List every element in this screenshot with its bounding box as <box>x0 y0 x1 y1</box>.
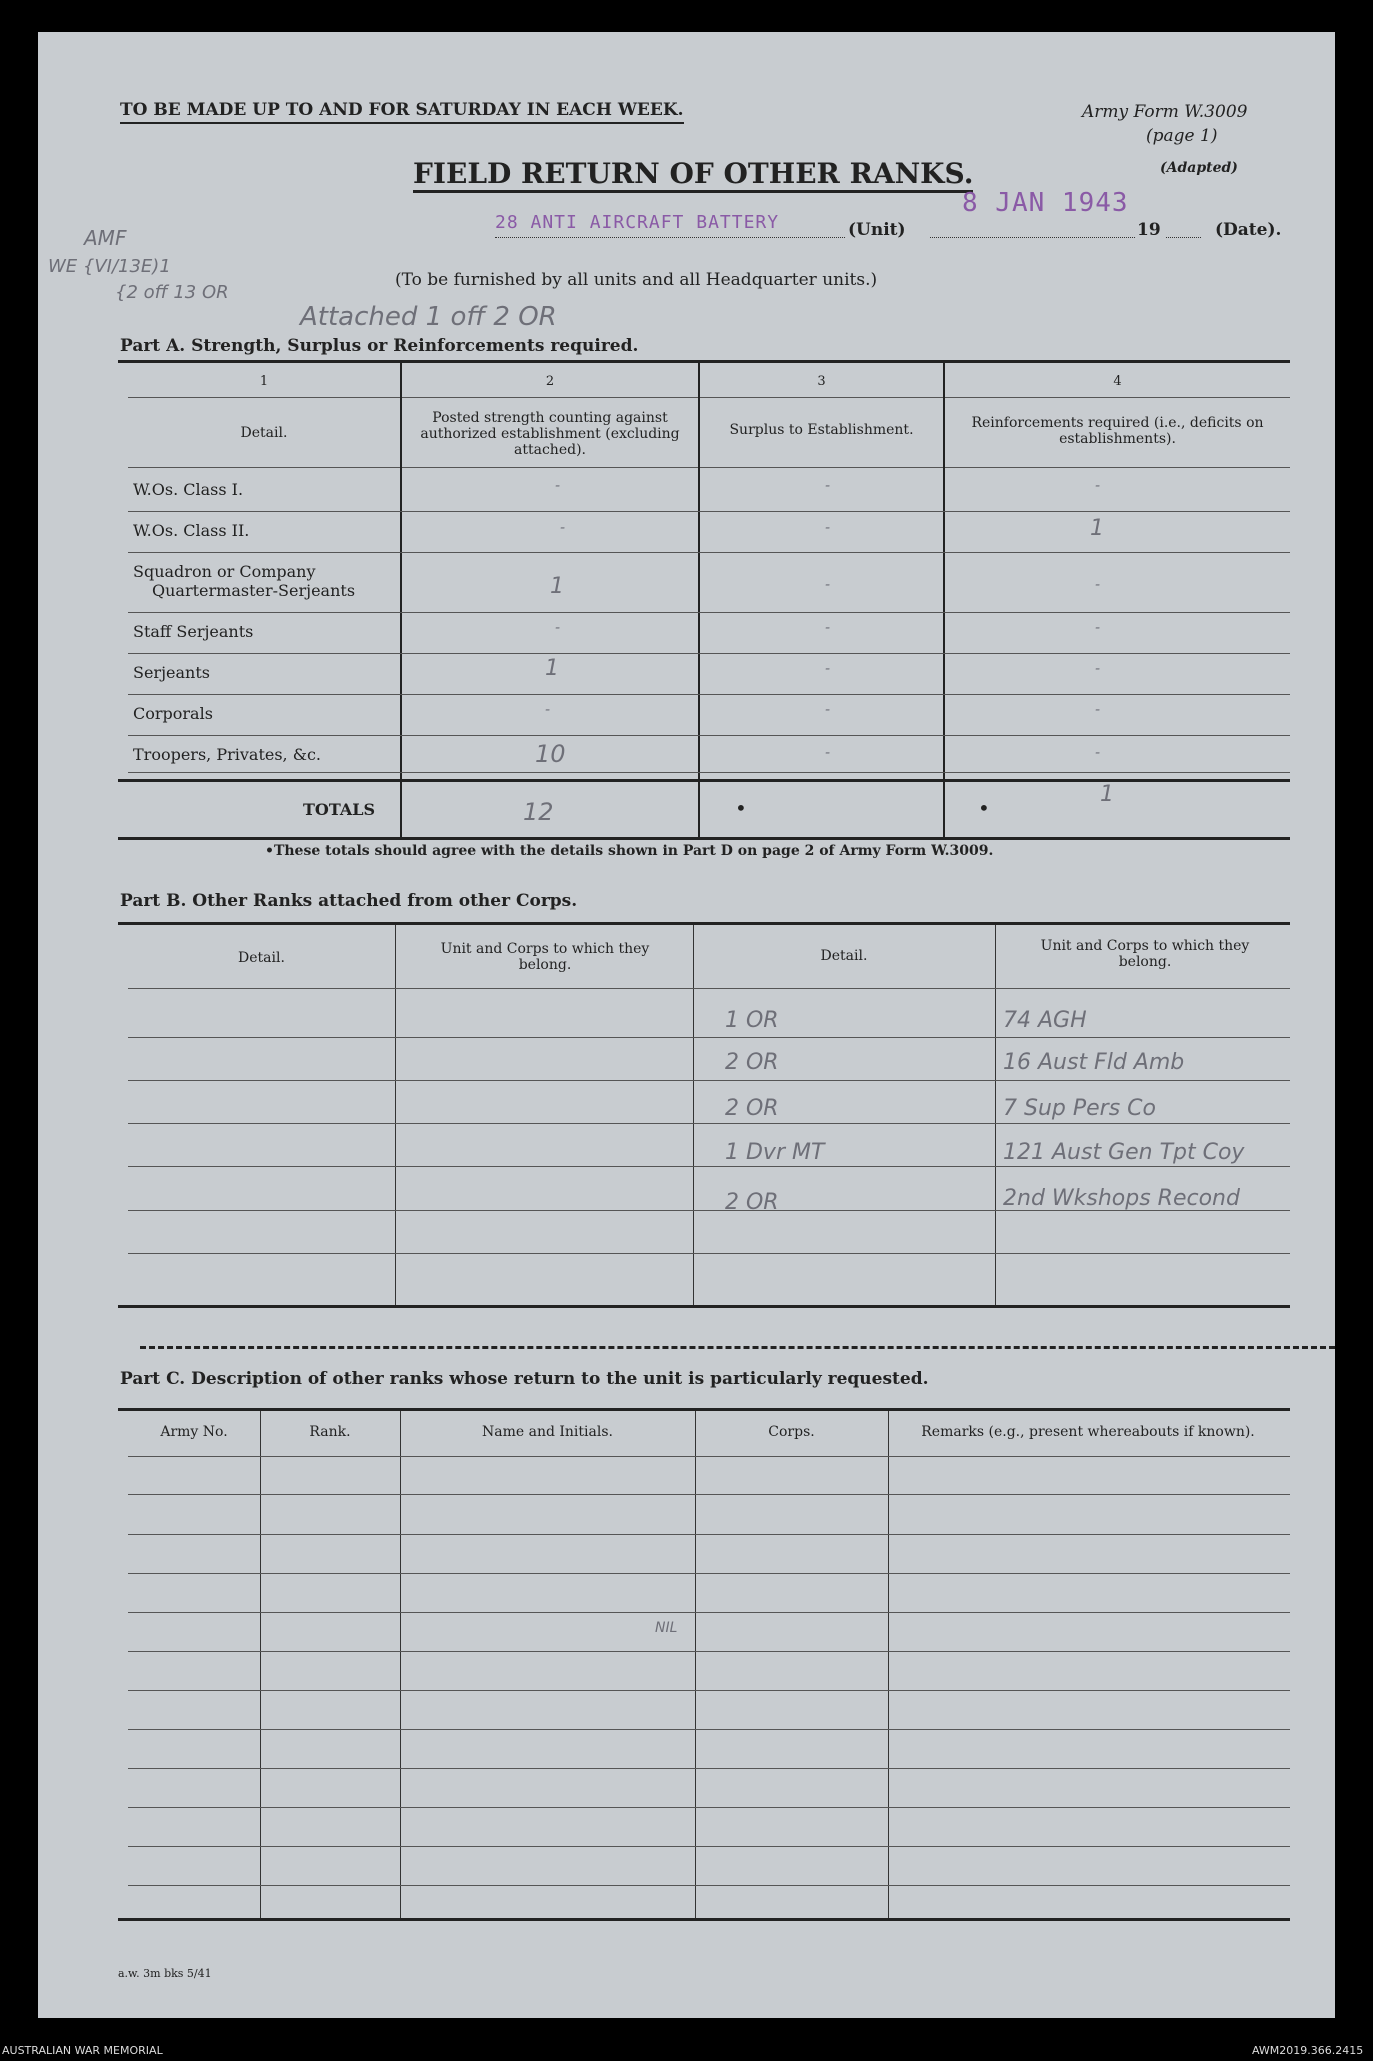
page-title: FIELD RETURN OF OTHER RANKS. <box>413 158 973 193</box>
b-unit-2: 16 Aust Fld Amb <box>1003 1050 1185 1075</box>
margin-note-amf: AMF <box>84 226 127 250</box>
unit-stamp: 28 ANTI AIRCRAFT BATTERY <box>495 212 780 233</box>
cut-line <box>140 1346 1335 1349</box>
b-header-detail-left: Detail. <box>238 950 285 966</box>
surplus-wo1: - <box>825 478 831 494</box>
row-label-pte: Troopers, Privates, &c. <box>133 745 322 764</box>
total-reinf: 1 <box>1100 782 1114 807</box>
b-detail-1: 1 OR <box>725 1008 779 1033</box>
reinf-wo2: 1 <box>1090 516 1104 541</box>
c-header-corps: Corps. <box>768 1424 815 1440</box>
col-number-4: 4 <box>1113 374 1122 389</box>
header-posted-strength: Posted strength counting against authorized establishment (excluding attached). <box>420 410 680 458</box>
b-detail-4: 1 Dvr MT <box>725 1140 825 1165</box>
posted-wo1: - <box>555 478 561 494</box>
c-header-remarks: Remarks (e.g., present whereabouts if known). <box>921 1424 1255 1440</box>
c-header-rank: Rank. <box>309 1424 351 1440</box>
date-label: (Date). <box>1215 220 1282 240</box>
row-label-wo2: W.Os. Class II. <box>133 521 250 540</box>
posted-cpl: - <box>545 702 551 718</box>
archive-reference: AWM2019.366.2415 <box>1252 2044 1364 2057</box>
surplus-wo2: - <box>825 520 831 536</box>
c-header-name: Name and Initials. <box>482 1424 613 1440</box>
b-header-unit-left: Unit and Corps to which they belong. <box>440 941 650 973</box>
unit-label: (Unit) <box>848 220 906 240</box>
posted-wo2: - <box>560 520 566 536</box>
margin-note-strength: {2 off 13 OR <box>115 282 229 303</box>
form-sheet <box>38 32 1335 2018</box>
page-number: (page 1) <box>1146 126 1218 146</box>
col-number-3: 3 <box>817 374 826 389</box>
form-number: Army Form W.3009 <box>1082 102 1248 122</box>
posted-sgt: 1 <box>545 656 559 681</box>
row-label-cqms-2: Quartermaster-Serjeants <box>152 581 356 600</box>
printer-mark: a.w. 3m bks 5/41 <box>118 1967 212 1980</box>
adapted-note: (Adapted) <box>1160 160 1238 176</box>
c-header-army-no: Army No. <box>160 1424 228 1440</box>
part-c-title: Part C. Description of other ranks whose return to the unit is particularly requested. <box>120 1369 929 1389</box>
reinf-pte: - <box>1095 745 1101 761</box>
row-label-wo1: W.Os. Class I. <box>133 480 244 499</box>
reinf-cqms: - <box>1095 577 1101 593</box>
col-number-1: 1 <box>259 374 269 389</box>
attached-note: Attached 1 off 2 OR <box>300 302 557 332</box>
posted-cqms: 1 <box>550 574 564 599</box>
row-label-cpl: Corporals <box>133 704 213 723</box>
row-label-staff-sgt: Staff Serjeants <box>133 622 254 641</box>
totals-label: TOTALS <box>303 800 376 819</box>
part-b-title: Part B. Other Ranks attached from other Corps. <box>120 891 578 911</box>
reinf-wo1: - <box>1095 478 1101 494</box>
b-header-unit-right: Unit and Corps to which they belong. <box>1040 938 1250 970</box>
col-number-2: 2 <box>545 374 555 389</box>
b-header-detail-right: Detail. <box>820 948 868 964</box>
total-posted: 12 <box>523 798 554 826</box>
furnish-note: (To be furnished by all units and all Headquarter units.) <box>395 270 878 290</box>
reinf-cpl: - <box>1095 702 1101 718</box>
part-a-title: Part A. Strength, Surplus or Reinforcements required. <box>120 336 639 356</box>
b-unit-5: 2nd Wkshops Recond <box>1003 1186 1240 1211</box>
header-reinforcements: Reinforcements required (i.e., deficits on establishments). <box>971 415 1264 447</box>
reinf-sgt: - <box>1095 661 1101 677</box>
margin-note-we: WE {VI/13E)1 <box>48 256 171 277</box>
b-unit-1: 74 AGH <box>1003 1008 1087 1033</box>
b-detail-3: 2 OR <box>725 1096 779 1121</box>
surplus-cpl: - <box>825 702 831 718</box>
c-nil-entry: NIL <box>655 1620 678 1636</box>
totals-footnote: •These totals should agree with the details shown in Part D on page 2 of Army Form W.3009. <box>265 843 994 859</box>
surplus-pte: - <box>825 745 831 761</box>
surplus-sgt: - <box>825 661 831 677</box>
header-surplus: Surplus to Establishment. <box>729 422 914 438</box>
total-reinf-mark: • <box>978 796 990 820</box>
reinf-staff-sgt: - <box>1095 620 1101 636</box>
posted-pte: 10 <box>535 740 566 768</box>
weekly-instruction: TO BE MADE UP TO AND FOR SATURDAY IN EACH WEEK. <box>120 100 684 124</box>
b-detail-2: 2 OR <box>725 1050 779 1075</box>
surplus-cqms: - <box>825 577 831 593</box>
total-surplus-mark: • <box>735 796 747 820</box>
header-detail: Detail. <box>240 425 288 441</box>
year-label: 19 <box>1137 220 1161 240</box>
b-detail-5: 2 OR <box>725 1190 779 1215</box>
b-unit-3: 7 Sup Pers Co <box>1003 1096 1156 1121</box>
surplus-staff-sgt: - <box>825 620 831 636</box>
date-stamp: 8 JAN 1943 <box>962 188 1129 218</box>
row-label-cqms: Squadron or Company <box>133 562 316 581</box>
row-label-sgt: Serjeants <box>133 663 210 682</box>
posted-staff-sgt: - <box>555 620 561 636</box>
b-unit-4: 121 Aust Gen Tpt Coy <box>1003 1140 1245 1165</box>
archive-credit: AUSTRALIAN WAR MEMORIAL <box>2 2044 163 2057</box>
